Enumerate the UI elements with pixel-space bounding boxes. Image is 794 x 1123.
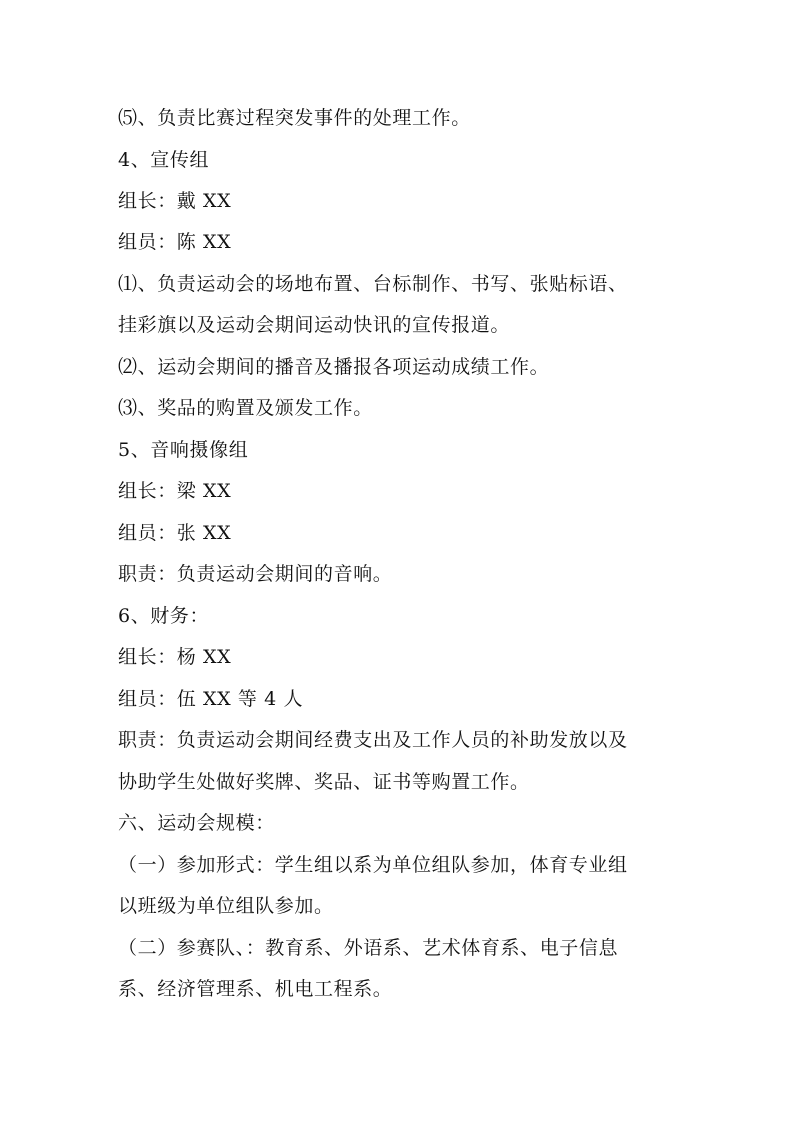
- section-heading: 4、宣传组: [118, 149, 210, 171]
- text-line: 组长：戴 XX: [118, 190, 232, 212]
- text-line: 组长：梁 XX: [118, 480, 232, 502]
- text-line: ⑵、运动会期间的播音及播报各项运动成绩工作。: [118, 356, 550, 378]
- text-line: ⑸、负责比赛过程突发事件的处理工作。: [118, 107, 471, 129]
- text-line: 组员：伍 XX 等 4 人: [118, 688, 304, 710]
- text-line: （二）参赛队、：教育系、外语系、艺术体育系、电子信息: [118, 937, 619, 959]
- text-line: 职责：负责运动会期间的音响。: [118, 563, 393, 585]
- section-heading: 5、音响摄像组: [118, 439, 249, 461]
- text-line: 职责：负责运动会期间经费支出及工作人员的补助发放以及: [118, 729, 628, 751]
- text-line: 组员：张 XX: [118, 522, 232, 544]
- text-line: 以班级为单位组队参加。: [118, 895, 334, 917]
- section-heading: 六、运动会规模：: [118, 812, 275, 834]
- text-line: 组长：杨 XX: [118, 646, 232, 668]
- section-heading: 6、财务：: [118, 605, 210, 627]
- text-line: ⑴、负责运动会的场地布置、台标制作、书写、张贴标语、: [118, 273, 628, 295]
- text-line: 挂彩旗以及运动会期间运动快讯的宣传报道。: [118, 314, 511, 336]
- text-line: ⑶、奖品的购置及颁发工作。: [118, 397, 373, 419]
- text-line: 系、经济管理系、机电工程系。: [118, 978, 393, 1000]
- text-line: （一）参加形式：学生组以系为单位组队参加，体育专业组: [118, 854, 628, 876]
- text-line: 协助学生处做好奖牌、奖品、证书等购置工作。: [118, 771, 530, 793]
- text-line: 组员：陈 XX: [118, 231, 232, 253]
